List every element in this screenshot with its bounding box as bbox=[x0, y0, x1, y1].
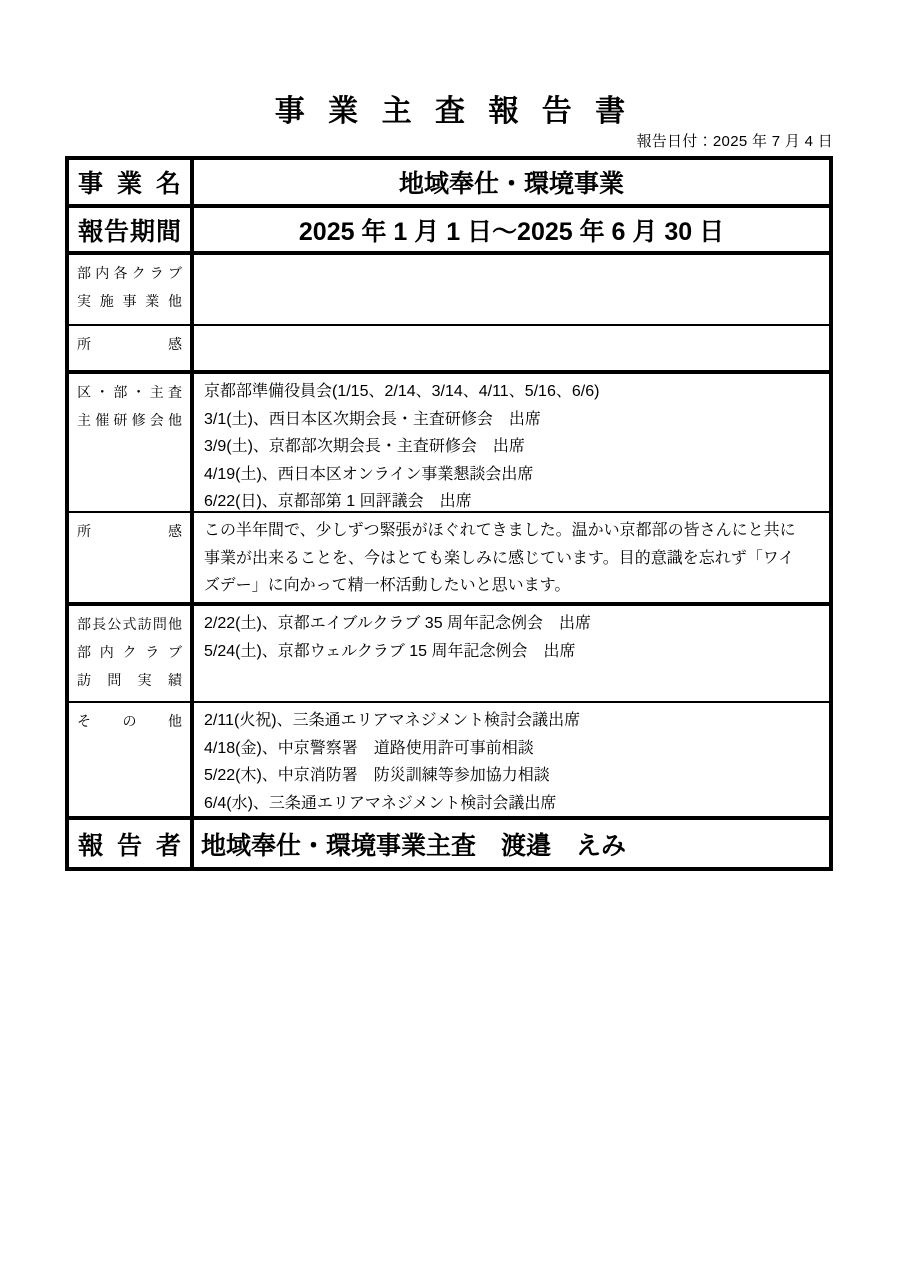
table-row-impressions-2 bbox=[69, 513, 829, 606]
content-line: 3/9(土)、京都部次期会長・主査研修会 出席 bbox=[204, 438, 525, 455]
report-table bbox=[65, 156, 833, 871]
row-label: 報告者 bbox=[78, 831, 181, 860]
row-label-cell bbox=[69, 820, 194, 867]
row-content-cell bbox=[194, 513, 829, 602]
content-line: 4/18(金)、中京警察署 道路使用許可事前相談 bbox=[204, 739, 534, 757]
row-label-cell bbox=[69, 606, 194, 701]
label-line: その他 bbox=[77, 713, 182, 729]
table-row-report-period bbox=[69, 208, 829, 255]
content-line: この半年間で、少しずつ緊張がほぐれてきました。温かい京都部の皆さんにと共に bbox=[204, 522, 796, 539]
content-line: 3/1(土)、西日本区次期会長・主査研修会 出席 bbox=[204, 410, 541, 428]
content-line: 事業が出来ることを、今はとても楽しみに感じています。目的意識を忘れず「ワイ bbox=[204, 549, 795, 567]
row-content-cell bbox=[194, 160, 829, 204]
row-label-cell bbox=[69, 703, 194, 816]
label-line: 所感 bbox=[77, 336, 182, 352]
business-name-value: 地域奉仕・環境事業 bbox=[398, 170, 624, 198]
table-row-training-sessions bbox=[69, 374, 829, 513]
row-content-cell bbox=[194, 820, 829, 867]
table-row-business-name bbox=[69, 160, 829, 208]
row-label-cell bbox=[69, 255, 194, 324]
label-line: 区・部・主査 bbox=[77, 384, 182, 400]
content-line: 5/24(土)、京都ウェルクラブ 15 周年記念例会 出席 bbox=[204, 642, 576, 660]
row-label-cell bbox=[69, 326, 194, 370]
row-label-cell bbox=[69, 513, 194, 602]
report-date: 報告日付：2025 年 7 月 4 日 bbox=[636, 133, 833, 150]
table-row-impressions-1 bbox=[69, 326, 829, 374]
row-label: 事業名 bbox=[78, 170, 181, 198]
report-period-value: 2025 年 1 月 1 日～2025 年 6 月 30 日 bbox=[298, 217, 725, 246]
content-line: 京都部準備役員会(1/15、2/14、3/14、4/11、5/16、6/6) bbox=[204, 383, 600, 400]
label-line: 所感 bbox=[77, 523, 182, 539]
label-line: 訪問実績 bbox=[77, 672, 182, 688]
content-line: 2/11(火祝)、三条通エリアマネジメント検討会議出席 bbox=[204, 712, 581, 729]
row-label-cell bbox=[69, 208, 194, 251]
document-title: 事業主査報告書 bbox=[274, 95, 649, 128]
row-content-cell bbox=[194, 208, 829, 251]
label-line: 部長公式訪問他 bbox=[77, 616, 182, 632]
row-content-cell bbox=[194, 606, 829, 701]
table-row-reporter bbox=[69, 820, 829, 867]
label-line: 部内各クラブ bbox=[77, 265, 182, 281]
row-label-cell bbox=[69, 160, 194, 204]
table-row-other bbox=[69, 703, 829, 820]
table-row-club-visits bbox=[69, 606, 829, 703]
row-label: 報告期間 bbox=[78, 217, 181, 246]
reporter-name-value: 地域奉仕・環境事業主査 渡邉 えみ bbox=[201, 831, 627, 860]
row-content-cell bbox=[194, 255, 829, 324]
row-content-cell bbox=[194, 703, 829, 816]
label-line: 実施事業他 bbox=[77, 293, 182, 309]
row-label-cell bbox=[69, 374, 194, 511]
content-line: 4/19(土)、西日本区オンライン事業懇談会出席 bbox=[204, 465, 534, 483]
label-line: 部内クラブ bbox=[77, 644, 182, 660]
content-line: 6/4(水)、三条通エリアマネジメント検討会議出席 bbox=[204, 794, 557, 812]
row-content-cell bbox=[194, 374, 829, 511]
label-line: 主催研修会他 bbox=[77, 412, 182, 428]
row-content-cell bbox=[194, 326, 829, 370]
content-line: 5/22(木)、中京消防署 防災訓練等参加協力相談 bbox=[204, 767, 550, 784]
table-row-club-projects bbox=[69, 255, 829, 326]
content-line: ズデー」に向かって精一杯活動したいと思います。 bbox=[204, 577, 571, 594]
content-line: 2/22(土)、京都エイブルクラブ 35 周年記念例会 出席 bbox=[204, 615, 592, 632]
content-line: 6/22(日)、京都部第 1 回評議会 出席 bbox=[204, 493, 472, 510]
